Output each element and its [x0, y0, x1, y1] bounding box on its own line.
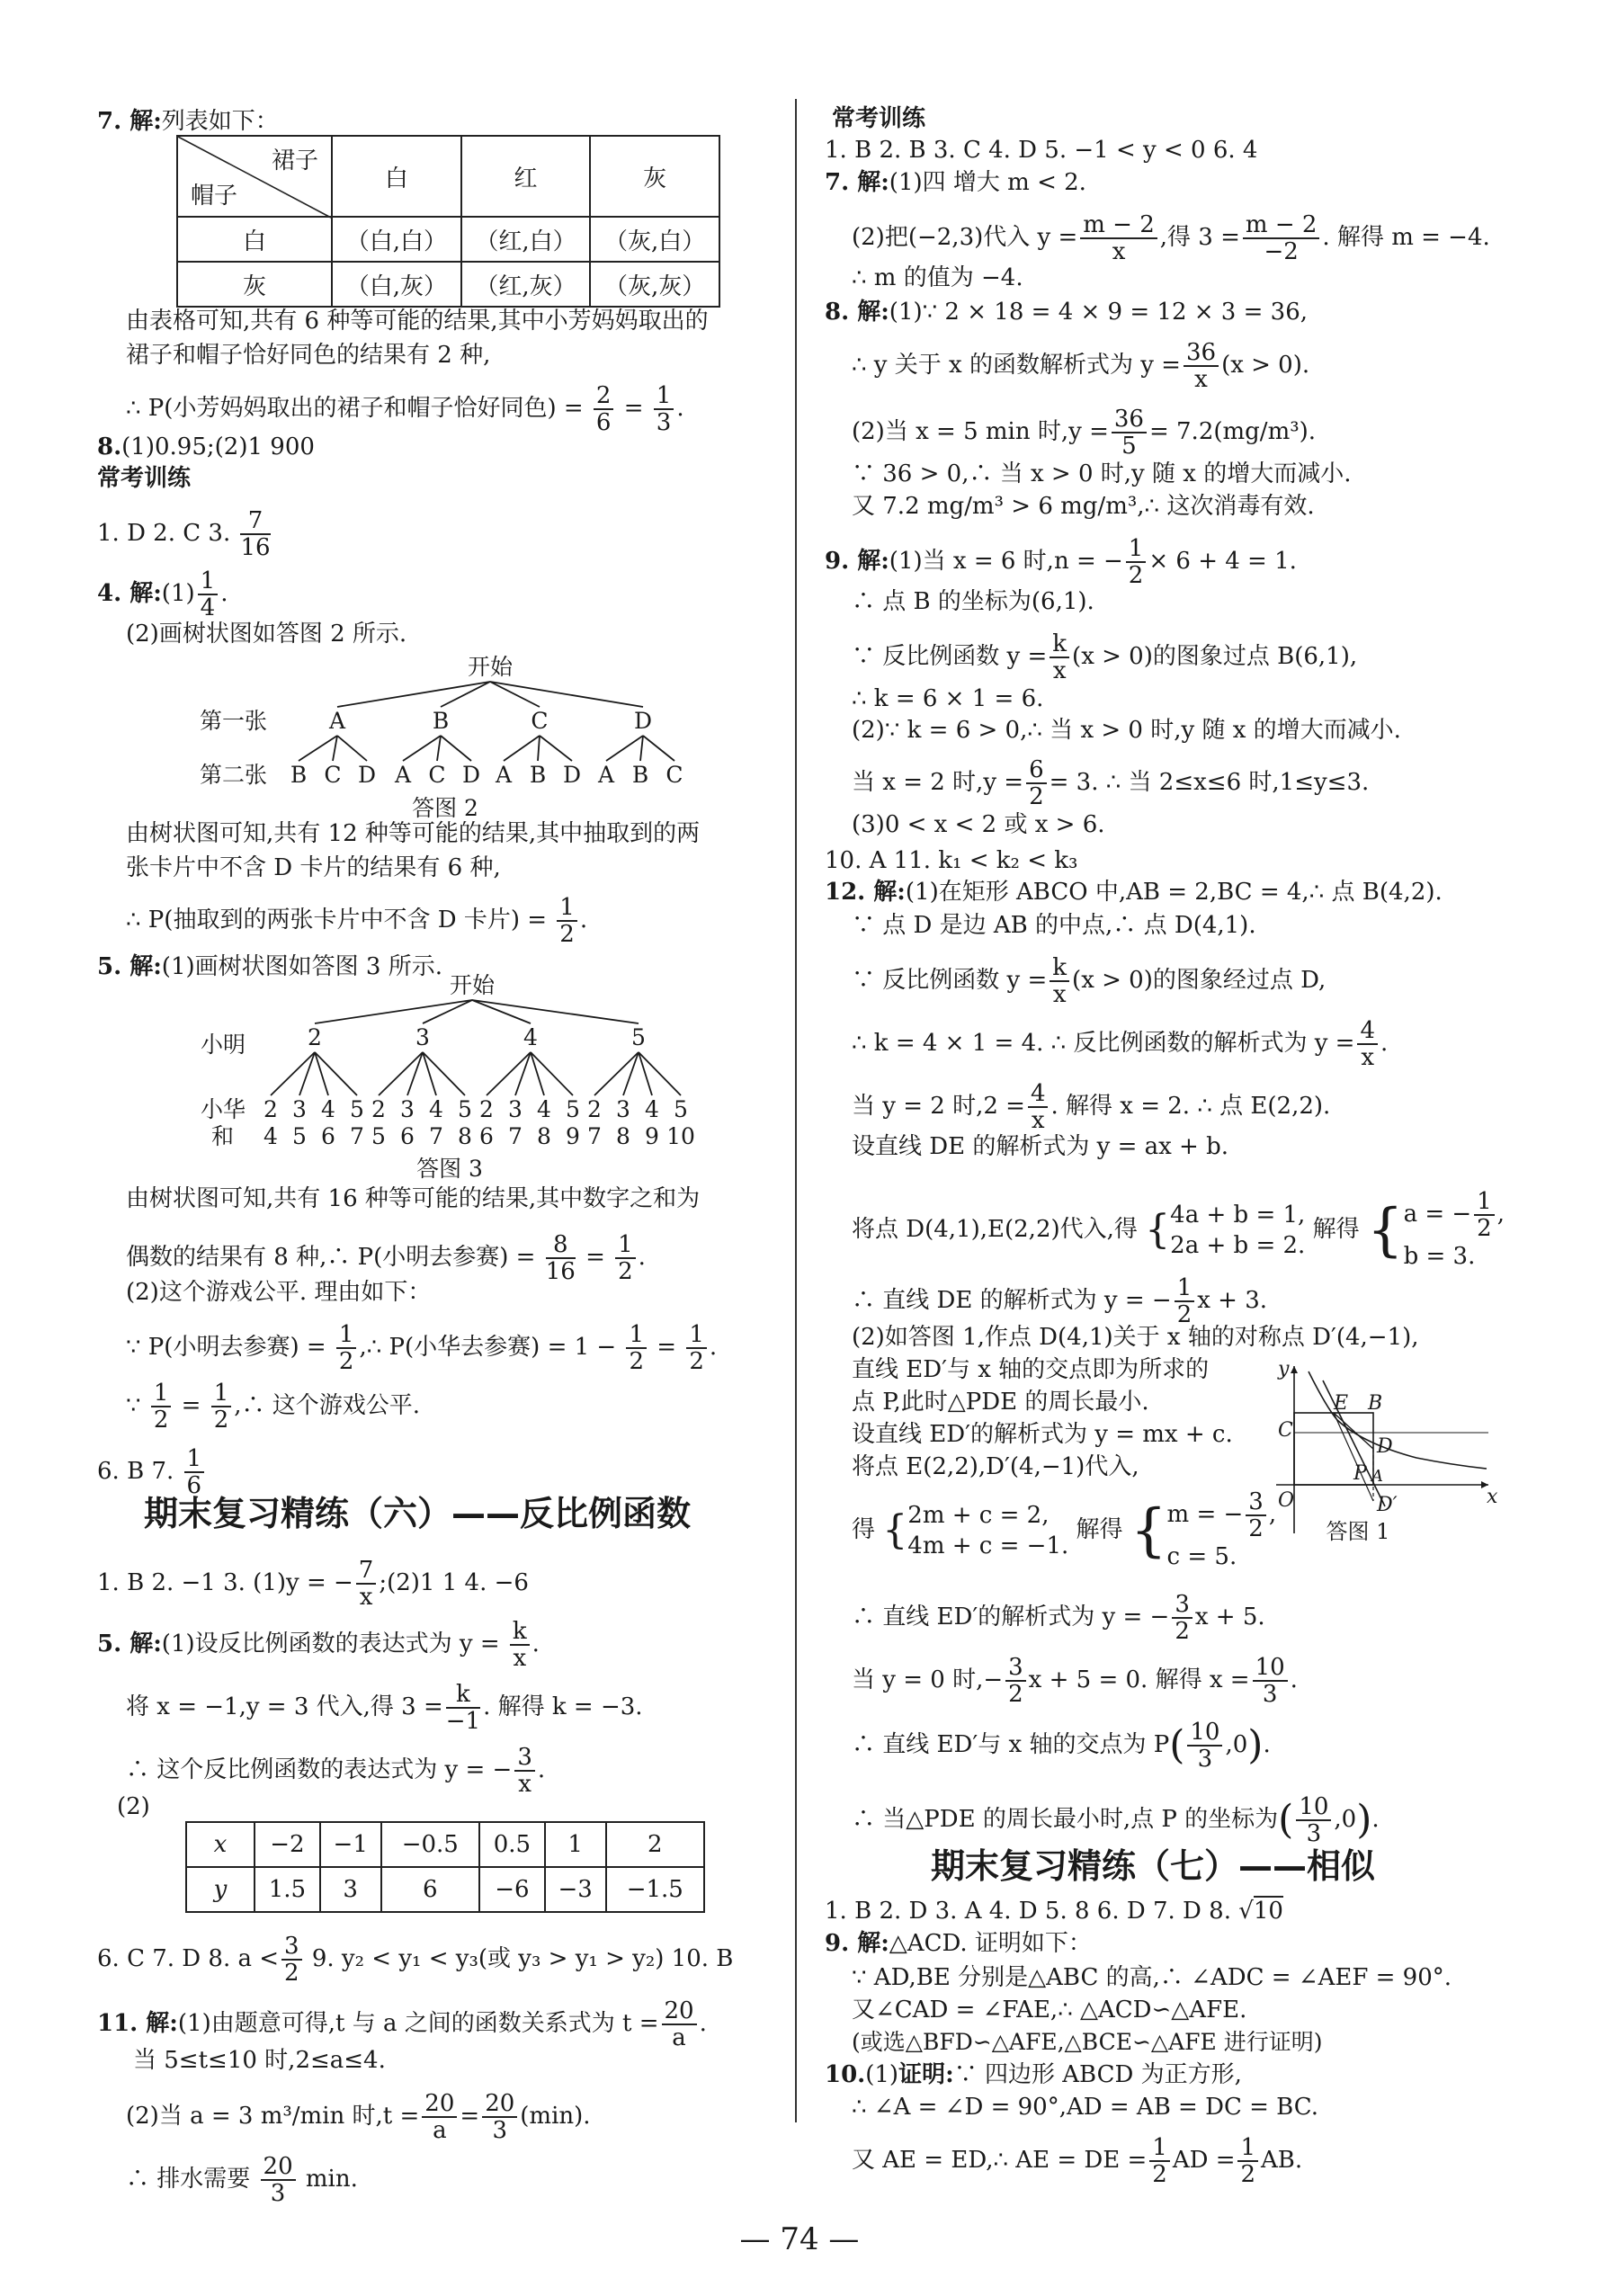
- tree-leaf: D: [562, 762, 582, 788]
- q9b-line1: 9. 解:△ACD. 证明如下：: [825, 1930, 1092, 1957]
- q12-line12: 设直线 ED′的解析式为 y = mx + c.: [852, 1421, 1233, 1448]
- tree-row-label: 小明: [201, 1032, 246, 1058]
- q4-line3: ∴ P(抽取到的两张卡片中不含 D 卡片) = $\frac{1}{2}$ .: [126, 894, 588, 948]
- q5b-line4: (2): [117, 1793, 150, 1820]
- tree-root: 开始: [449, 972, 496, 998]
- q12-line7: 将点 D(4,1),E(2,2)代入,得 { 4a + b = 1, 2a + b = 2. 解得 { a = − $\frac{1}{2}$ , b = 3.: [852, 1188, 1505, 1270]
- point-A-label: A: [1371, 1467, 1383, 1486]
- tree-leaf: 5: [350, 1096, 364, 1122]
- tree-leaf: 4: [645, 1096, 659, 1122]
- tree-sum: 7: [587, 1123, 602, 1149]
- table-cell: （红,白）: [461, 217, 591, 262]
- tree-leaf: 5: [674, 1096, 688, 1122]
- q12-line15: ∴ 直线 ED′的解析式为 y = − $\frac{3}{2}$ x + 5.: [852, 1591, 1265, 1645]
- table-cell: 1.5: [255, 1867, 320, 1912]
- tree-sum: 8: [537, 1123, 551, 1149]
- answers-1-3: 1. D 2. C 3. $\frac{7}{16}$: [97, 507, 271, 561]
- tree-row-label: 第二张: [200, 762, 268, 788]
- q12-line9: (2)如答图 1,作点 D(4,1)关于 x 轴的对称点 D′(4,−1),: [852, 1324, 1419, 1351]
- q12-line14: 得 { 2m + c = 2, 4m + c = −1. 解得 { m = − $\frac{3}{2}$ , c = 5.: [852, 1488, 1277, 1570]
- q9r-line2: ∴ 点 B 的坐标为(6,1).: [852, 588, 1094, 615]
- q7r-line3: ∴ m 的值为 −4.: [852, 264, 1023, 291]
- tree-leaf: 3: [508, 1096, 523, 1122]
- section-heading: 常考训练: [97, 465, 192, 492]
- table-cell: （灰,灰）: [590, 262, 719, 307]
- table-header: y: [186, 1867, 255, 1912]
- tree-leaf: 2: [587, 1096, 602, 1122]
- q11-line3: (2)当 a = 3 m³/min 时,t = $\frac{20}{a}$ = $\frac{20}{3}$ (min).: [126, 2090, 591, 2144]
- tree-leaf: 3: [616, 1096, 630, 1122]
- tree-leaf: B: [529, 762, 547, 788]
- q10-line1: 10.(1)证明:∵ 四边形 ABCD 为正方形,: [825, 2061, 1242, 2088]
- tree-diagram-2: [200, 649, 692, 829]
- table-cell: −0.5: [381, 1822, 479, 1867]
- table-cell: 0.5: [479, 1822, 545, 1867]
- table-cell: （红,灰）: [461, 262, 591, 307]
- tree-node: C: [531, 708, 549, 734]
- tree-leaf: 3: [400, 1096, 415, 1122]
- answers-1-8: 1. B 2. D 3. A 4. D 5. 8 6. D 7. D 8. √10: [825, 1898, 1283, 1925]
- q4-part2: (2)画树状图如答图 2 所示.: [126, 621, 407, 648]
- point-Dprime-label: D′: [1377, 1494, 1398, 1516]
- answers-10-11: 10. A 11. k₁ < k₂ < k₃: [825, 847, 1078, 874]
- xy-table: [185, 1821, 705, 1913]
- q12-line5: 当 y = 2 时,2 = $\frac{4}{x}$ . 解得 x = 2. ∴ 点 E(2,2).: [852, 1080, 1331, 1134]
- q9r-line5: (2)∵ k = 6 > 0,∴ 当 x > 0 时,y 随 x 的增大而减小.: [852, 717, 1401, 744]
- tree-leaf: A: [394, 762, 412, 788]
- point-D-label: D: [1377, 1435, 1393, 1458]
- point-C-label: C: [1278, 1419, 1293, 1442]
- q8-answer: 8.(1)0.95;(2)1 900: [97, 433, 315, 460]
- table-header: x: [186, 1822, 255, 1867]
- axis-x-label: x: [1487, 1486, 1498, 1508]
- q5b-line3: ∴ 这个反比例函数的表达式为 y = − $\frac{3}{x}$ .: [126, 1744, 546, 1798]
- q12-line16: 当 y = 0 时,− $\frac{3}{2}$ x + 5 = 0. 解得 x = $\frac{10}{3}$ .: [852, 1654, 1298, 1708]
- q9r-line4: ∴ k = 6 × 1 = 6.: [852, 685, 1044, 712]
- q12-line6: 设直线 DE 的解析式为 y = ax + b.: [852, 1133, 1229, 1160]
- tree-level2: [264, 1096, 688, 1122]
- table-header: 白: [332, 136, 461, 217]
- q12-line8: ∴ 直线 DE 的解析式为 y = − $\frac{1}{2}$ x + 3.: [852, 1274, 1268, 1328]
- section-heading: 常考训练: [832, 105, 926, 132]
- tree-leaf: 5: [566, 1096, 580, 1122]
- tree-sum: 5: [292, 1123, 307, 1149]
- answers-6-10: 6. C 7. D 8. a < $\frac{3}{2}$ 9. y₂ < y₁ < y₃(或 y₃ > y₁ > y₂) 10. B: [97, 1933, 734, 1987]
- tree-sum: 6: [479, 1123, 494, 1149]
- table-cell: 3: [320, 1867, 381, 1912]
- tree-row-label: 第一张: [200, 708, 268, 734]
- q11-line2: 当 5≤t≤10 时,2≤a≤4.: [133, 2047, 386, 2074]
- section-title-7: 期末复习精练（七）——相似: [931, 1846, 1376, 1886]
- q4-line1: 由树状图可知,共有 12 种等可能的结果,其中抽取到的两: [126, 820, 701, 847]
- tree-leaf: 2: [264, 1096, 278, 1122]
- q5-line1: 由树状图可知,共有 16 种等可能的结果,其中数字之和为: [126, 1185, 701, 1212]
- tree-node: A: [328, 708, 346, 734]
- tree-leaf: B: [290, 762, 308, 788]
- q8r-line5: 又 7.2 mg/m³ > 6 mg/m³,∴ 这次消毒有效.: [852, 493, 1315, 520]
- figure-answer-1: [1273, 1353, 1497, 1547]
- table-cell: 1: [545, 1822, 606, 1867]
- table-row-head: 白: [177, 217, 332, 262]
- tree-leaf: 3: [292, 1096, 307, 1122]
- q12-line1: 12. 解:(1)在矩形 ABCO 中,AB = 2,BC = 4,∴ 点 B(4,2).: [825, 879, 1443, 906]
- tree-sum: 8: [616, 1123, 630, 1149]
- q12-line10: 直线 ED′与 x 轴的交点即为所求的: [852, 1356, 1210, 1383]
- table-cell: （灰,白）: [590, 217, 719, 262]
- q7-table: [176, 135, 720, 308]
- q8r-line2: ∴ y 关于 x 的函数解析式为 y = $\frac{36}{x}$ (x > 0).: [852, 339, 1310, 393]
- tree-sum: 7: [429, 1123, 443, 1149]
- answers-1-6: 1. B 2. B 3. C 4. D 5. −1 < y < 0 6. 4: [825, 137, 1258, 164]
- table-cell: −1: [320, 1822, 381, 1867]
- q5-line5: ∵ $\frac{1}{2}$ = $\frac{1}{2}$ ,∴ 这个游戏公平.: [126, 1380, 421, 1434]
- tree-leaf: C: [428, 762, 446, 788]
- point-P-label: P: [1353, 1462, 1367, 1485]
- tree-leaf: B: [631, 762, 649, 788]
- q8r-line3: (2)当 x = 5 min 时,y = $\frac{36}{5}$ = 7.2(mg/m³).: [852, 406, 1317, 460]
- tree-row-label: 和: [211, 1123, 235, 1149]
- tree-leaf: D: [461, 762, 481, 788]
- figure-caption: 答图 1: [1326, 1519, 1390, 1544]
- q5-line2: 偶数的结果有 8 种,∴ P(小明去参赛) = $\frac{8}{16}$ = $\frac{1}{2}$ .: [126, 1231, 646, 1285]
- q5-line4: ∵ P(小明去参赛) = $\frac{1}{2}$ ,∴ P(小华去参赛) = 1 − $\frac{1}{2}$ = $\frac{1}{2}$ .: [126, 1321, 718, 1375]
- q12-line13: 将点 E(2,2),D′(4,−1)代入,: [852, 1453, 1139, 1480]
- section-title-6: 期末复习精练（六）——反比例函数: [144, 1494, 692, 1533]
- q4-line2: 张卡片中不含 D 卡片的结果有 6 种,: [126, 854, 501, 881]
- table-cell: 2: [606, 1822, 704, 1867]
- tree-leaf: 4: [429, 1096, 443, 1122]
- tree-root: 开始: [467, 654, 514, 680]
- table-cell: （白,白）: [332, 217, 461, 262]
- q9r-line1: 9. 解:(1)当 x = 6 时,n = − $\frac{1}{2}$ × 6 + 4 = 1.: [825, 535, 1297, 589]
- tree-leaf: 4: [321, 1096, 335, 1122]
- q12-line17: ∴ 直线 ED′与 x 轴的交点为 P( $\frac{10}{3}$ ,0).: [852, 1719, 1271, 1773]
- tree-sum: 7: [508, 1123, 523, 1149]
- q12-line3: ∵ 反比例函数 y = $\frac{k}{x}$ (x > 0)的图象经过点 D,: [852, 954, 1327, 1008]
- table-corner-cell: 裙子 帽子: [177, 136, 332, 217]
- tree-diagram-3: [193, 969, 715, 1185]
- tree-leaf: 5: [458, 1096, 472, 1122]
- q9b-line4: (或选△BFD∽△AFE,△BCE∽△AFE 进行证明): [852, 2029, 1323, 2055]
- tree-leaf: 2: [371, 1096, 386, 1122]
- tree-leaf: C: [666, 762, 683, 788]
- answers-1-4: 1. B 2. −1 3. (1)y = − $\frac{7}{x}$ ;(2)1 1 4. −6: [97, 1557, 529, 1611]
- q9r-line6: 当 x = 2 时,y = $\frac{6}{2}$ = 3. ∴ 当 2≤x≤6 时,1≤y≤3.: [852, 756, 1370, 810]
- table-cell: 6: [381, 1867, 479, 1912]
- q5b-line1: 5. 解:(1)设反比例函数的表达式为 y = $\frac{k}{x}$ .: [97, 1618, 540, 1672]
- tree-sum: 9: [566, 1123, 580, 1149]
- table-cell: −3: [545, 1867, 606, 1912]
- q11-line4: ∴ 排水需要 $\frac{20}{3}$ min.: [126, 2153, 358, 2207]
- table-row-head: 灰: [177, 262, 332, 307]
- tree-sum: 7: [350, 1123, 364, 1149]
- tree-row-label: 小华: [201, 1096, 246, 1122]
- tree-node: B: [432, 708, 450, 734]
- tree-sums: [264, 1123, 695, 1149]
- tree-sum: 9: [645, 1123, 659, 1149]
- table-cell: （白,灰）: [332, 262, 461, 307]
- q12-line11: 点 P,此时△PDE 的周长最小.: [852, 1389, 1149, 1416]
- tree-leaf: A: [597, 762, 615, 788]
- tree-node: 3: [415, 1024, 430, 1050]
- tree-node: 5: [631, 1024, 646, 1050]
- q5b-line2: 将 x = −1,y = 3 代入,得 3 = $\frac{k}{-1}$ . 解得 k = −3.: [126, 1681, 643, 1735]
- page-number: — 74 —: [739, 2221, 860, 2257]
- tree-leaf: C: [324, 762, 342, 788]
- q7-line3: ∴ P(小芳妈妈取出的裙子和帽子恰好同色) = $\frac{2}{6}$ = $\frac{1}{3}$ .: [126, 382, 684, 436]
- table-header: 红: [461, 136, 591, 217]
- q8r-line4: ∵ 36 > 0,∴ 当 x > 0 时,y 随 x 的增大而减小.: [852, 460, 1352, 487]
- axis-y-label: y: [1278, 1358, 1290, 1380]
- column-divider: [795, 99, 797, 2122]
- q12-line18: ∴ 当△PDE 的周长最小时,点 P 的坐标为( $\frac{10}{3}$ ,0).: [852, 1793, 1380, 1847]
- tree-sum: 8: [458, 1123, 472, 1149]
- q4-part1: 4. 解:(1) $\frac{1}{4}$ .: [97, 567, 228, 621]
- q7-line1: 由表格可知,共有 6 种等可能的结果,其中小芳妈妈取出的: [126, 308, 709, 335]
- q5-part1: 5. 解:(1)画树状图如答图 3 所示.: [97, 953, 442, 980]
- tree-node: 2: [308, 1024, 322, 1050]
- tree-caption: 答图 3: [416, 1156, 483, 1182]
- q9b-line3: 又∠CAD = ∠FAE,∴ △ACD∽△AFE.: [852, 1997, 1247, 2024]
- q8r-line1: 8. 解:(1)∵ 2 × 18 = 4 × 9 = 12 × 3 = 36,: [825, 299, 1309, 326]
- origin-label: O: [1278, 1489, 1295, 1512]
- tree-node: 4: [523, 1024, 538, 1050]
- q7-intro: 7. 解:列表如下：: [97, 108, 279, 135]
- table-header: 灰: [590, 136, 719, 217]
- table-cell: −1.5: [606, 1867, 704, 1912]
- point-B-label: B: [1368, 1392, 1383, 1415]
- q9r-line3: ∵ 反比例函数 y = $\frac{k}{x}$ (x > 0)的图象过点 B(6,1),: [852, 630, 1358, 684]
- q9r-line7: (3)0 < x < 2 或 x > 6.: [852, 811, 1105, 838]
- q7r-line2: (2)把(−2,3)代入 y = $\frac{m - 2}{x}$ ,得 3 = $\frac{m - 2}{-2}$ . 解得 m = −4.: [852, 211, 1490, 265]
- table-cell: −2: [255, 1822, 320, 1867]
- tree-sum: 6: [400, 1123, 415, 1149]
- answers-6-7: 6. B 7. $\frac{1}{6}$: [97, 1446, 207, 1498]
- tree-sum: 5: [371, 1123, 386, 1149]
- q10-line2: ∴ ∠A = ∠D = 90°,AD = AB = DC = BC.: [852, 2094, 1318, 2121]
- q5-line3: (2)这个游戏公平. 理由如下：: [126, 1279, 432, 1306]
- tree-sum: 10: [666, 1123, 695, 1149]
- q7-line2: 裙子和帽子恰好同色的结果有 2 种,: [126, 342, 491, 369]
- table-cell: −6: [479, 1867, 545, 1912]
- tree-sum: 6: [321, 1123, 335, 1149]
- q10-line3: 又 AE = ED,∴ AE = DE = $\frac{1}{2}$ AD = $\frac{1}{2}$ AB.: [852, 2134, 1303, 2188]
- q12-line2: ∵ 点 D 是边 AB 的中点,∴ 点 D(4,1).: [852, 912, 1256, 939]
- q11-line1: 11. 解:(1)由题意可得,t 与 a 之间的函数关系式为 t = $\frac{20}{a}$ .: [97, 1997, 707, 2051]
- tree-leaf: 4: [537, 1096, 551, 1122]
- point-E-label: E: [1334, 1392, 1349, 1415]
- q12-line4: ∴ k = 4 × 1 = 4. ∴ 反比例函数的解析式为 y = $\frac{4}{x}$ .: [852, 1017, 1389, 1071]
- q9b-line2: ∵ AD,BE 分别是△ABC 的高,∴ ∠ADC = ∠AEF = 90°.: [852, 1964, 1452, 1991]
- tree-caption: 答图 2: [412, 795, 478, 821]
- tree-sum: 4: [264, 1123, 278, 1149]
- tree-node: D: [633, 708, 653, 734]
- tree-leaf: A: [495, 762, 513, 788]
- tree-leaf: 2: [479, 1096, 494, 1122]
- q7r-line1: 7. 解:(1)四 增大 m < 2.: [825, 169, 1086, 196]
- tree-leaf: D: [357, 762, 377, 788]
